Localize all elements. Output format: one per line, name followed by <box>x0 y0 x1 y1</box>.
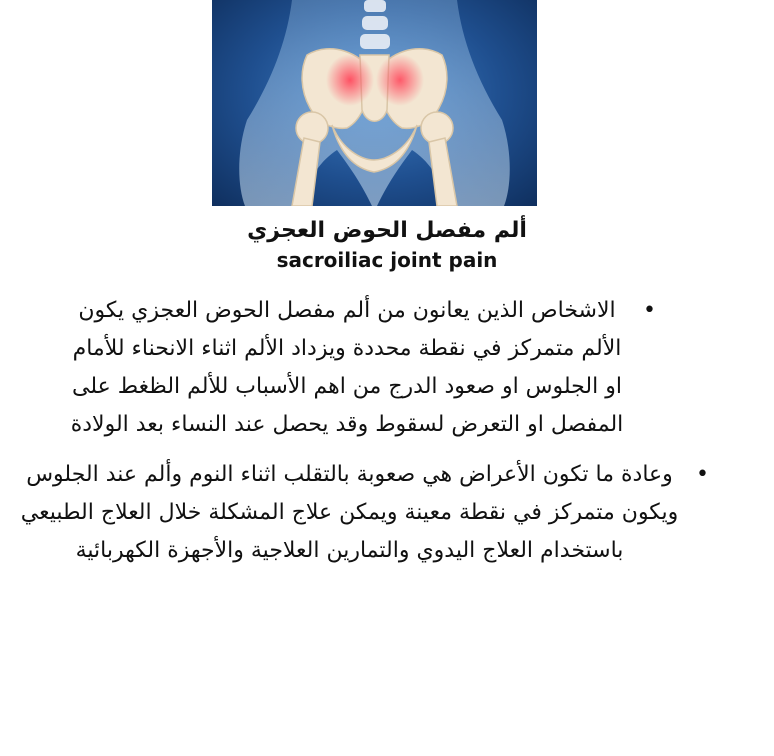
bullet-marker: • <box>643 298 656 323</box>
bullet-marker: • <box>696 462 709 487</box>
page-title-arabic: ألم مفصل الحوض العجزي <box>247 218 527 243</box>
bullet-text: وعادة ما تكون الأعراض هي صعوبة بالتقلب اثناء النوم وألم عند الجلوس ويكون متمركز في نقطة معينة ويمكن علاج المشكلة خلال العلاج الطبيعي باستخدام العلاج اليدوي والتمارين العلاجية والأجهزة الكهربائية <box>20 462 679 563</box>
list-item <box>70 292 656 444</box>
bullet-text: الاشخاص الذين يعانون من ألم مفصل الحوض العجزي يكون الألم متمركز في نقطة محددة ويزداد الألم اثناء الانحناء للأمام او الجلوس او صعود الدرج من اهم الأسباب للألم الظغط على المفصل او التعرض لسقوط وقد يحصل عند النساء بعد الولادة <box>70 298 624 437</box>
page-title-english: sacroiliac joint pain <box>276 248 498 272</box>
pelvis-illustration-icon <box>212 0 537 206</box>
pelvis-illustration-svg <box>212 0 537 206</box>
bullet-list <box>0 292 774 570</box>
titles <box>0 216 774 274</box>
list-item <box>20 456 709 570</box>
